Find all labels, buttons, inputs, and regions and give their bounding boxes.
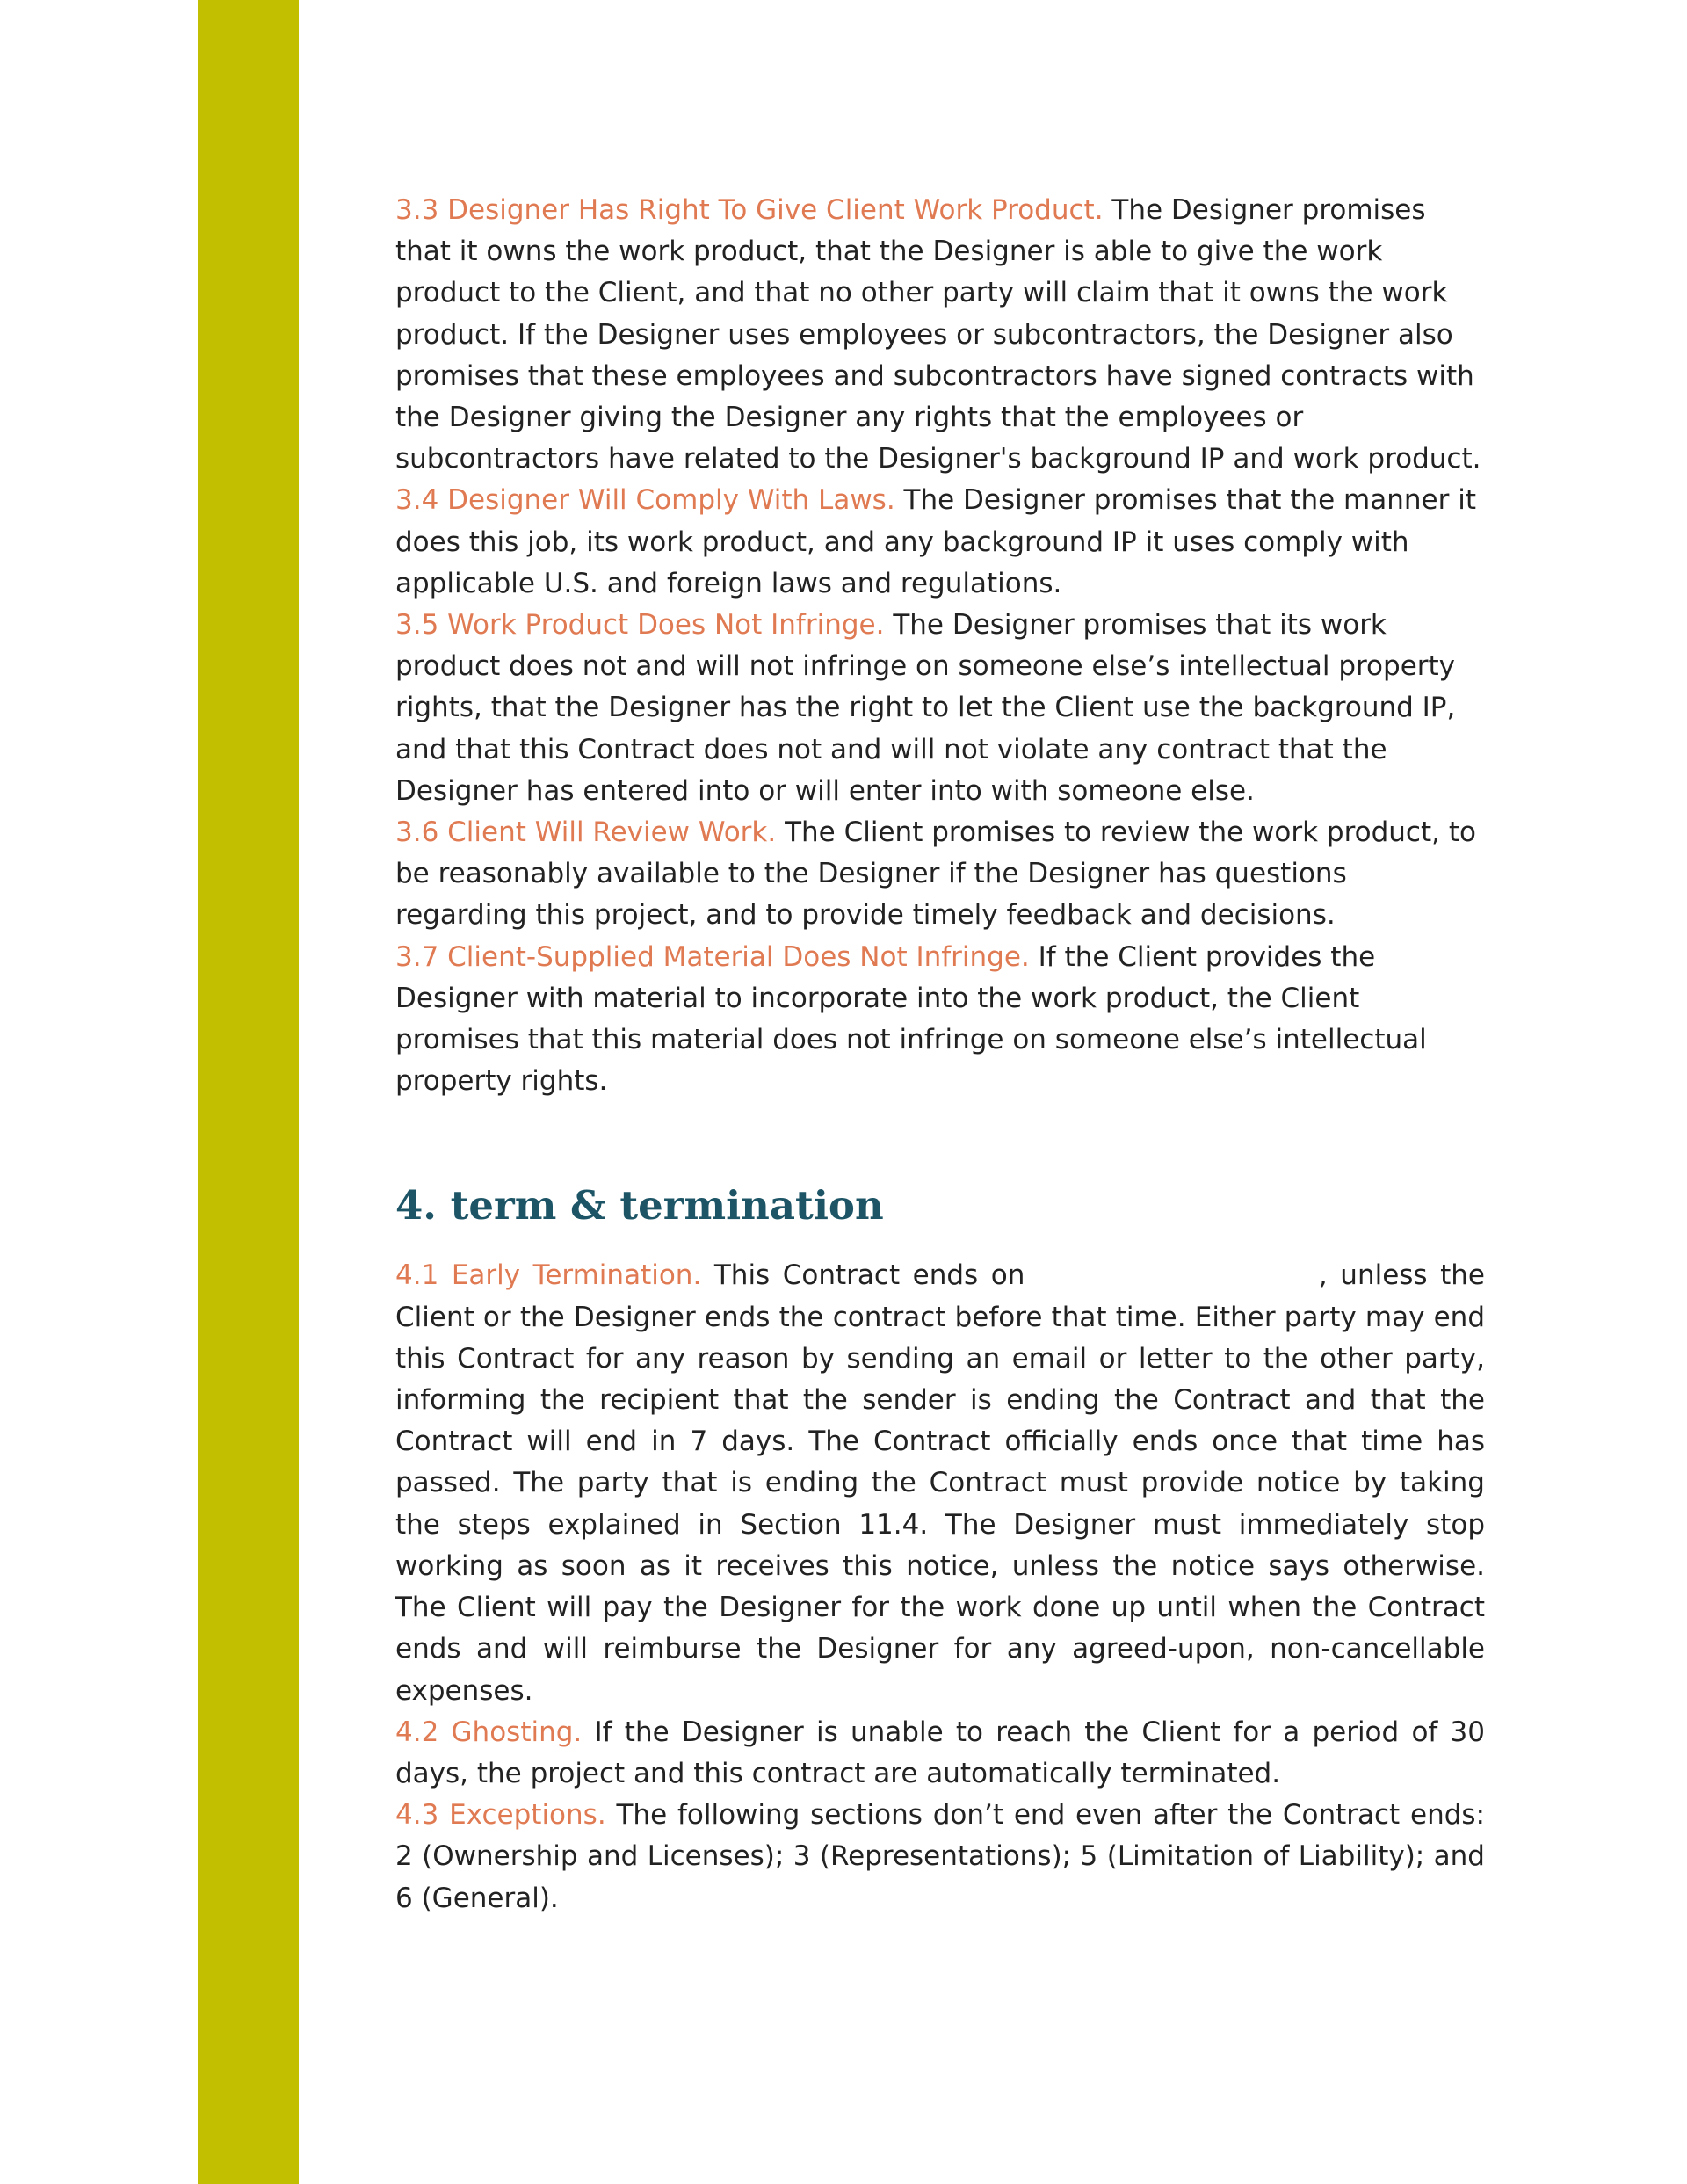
clause-3-3 [395, 190, 1485, 480]
clause-title: 4.2 Ghosting. [395, 1716, 583, 1748]
section-heading-term-termination: 4. term & termination [395, 1182, 884, 1230]
spacer [395, 1102, 1485, 1179]
clause-4-2 [395, 1712, 1485, 1795]
clause-body: The Designer promises that its work product does not and will not infringe on someone else’s intellectual property rights, that the Designer has the right to let the Client use the background IP, and that this Contract does not and will not violate any contract that the Designer has entered into or will enter into with someone else. [395, 609, 1456, 807]
clause-title: 3.5 Work Product Does Not Infringe. [395, 609, 885, 642]
clause-title: 3.4 Designer Will Comply With Laws. [395, 484, 895, 517]
clause-body: The following sections don’t end even after the Contract ends: 2 (Ownership and Licenses); 3 (Representations); 5 (Limitation of Liability); and 6 (General). [395, 1799, 1485, 1914]
clause-title: 3.3 Designer Has Right To Give Client Work Product. [395, 194, 1104, 226]
clause-title: 4.3 Exceptions. [395, 1799, 606, 1832]
clause-3-5 [395, 605, 1485, 812]
clause-title: 3.7 Client-Supplied Material Does Not Infringe. [395, 940, 1030, 973]
clause-body-continued: , unless the Client or the Designer ends the contract before that time. Either party may end this Contract for any reason by sending an email or letter to the other party, informing the recipient that the sender is ending the Contract and that the Contract will end in 7 days. The Contract officially ends once that time has passed. The party that is ending the Contract must provide notice by taking the steps explained in Section 11.4. The Designer must immediately stop working as soon as it receives this notice, unless the notice says otherwise. The Client will pay the Designer for the work done up until when the Contract ends and will reimburse the Designer for any agreed-upon, non-cancellable expenses. [395, 1259, 1485, 1707]
clause-4-1 [395, 1255, 1485, 1711]
spacer [395, 1232, 1485, 1255]
clause-3-7 [395, 937, 1485, 1103]
clause-body: The Client promises to review the work product, to be reasonably available to the Designer if the Designer has questions regarding this project, and to provide timely feedback and decisions. [395, 816, 1476, 932]
clause-4-3 [395, 1795, 1485, 1919]
clause-body: This Contract ends on [713, 1259, 1025, 1292]
clause-3-6 [395, 812, 1485, 937]
clause-body: The Designer promises that it owns the work product, that the Designer is able to give the work product to the Client, and that no other party will claim that it owns the work product. If the Designer uses employees or subcontractors, the Designer also promises that these employees and subcontractors have signed contracts with the Designer giving the Designer any rights that the employees or subcontractors have related to the Designer's background IP and work product. [395, 194, 1481, 475]
clause-body: The Designer promises that the manner it does this job, its work product, and any background IP it uses comply with applicable U.S. and foreign laws and regulations. [395, 484, 1476, 599]
clause-3-4 [395, 480, 1485, 605]
clause-title: 4.1 Early Termination. [395, 1259, 702, 1292]
accent-sidebar-stripe [198, 0, 299, 2184]
clause-body: If the Client provides the Designer with material to incorporate into the work product, the Client promises that this material does not infringe on someone else’s intellectual property rights. [395, 940, 1427, 1098]
clause-title: 3.6 Client Will Review Work. [395, 816, 777, 849]
contract-content [395, 190, 1485, 1919]
clause-body: If the Designer is unable to reach the Client for a period of 30 days, the project and this contract are automatically terminated. [395, 1716, 1485, 1789]
